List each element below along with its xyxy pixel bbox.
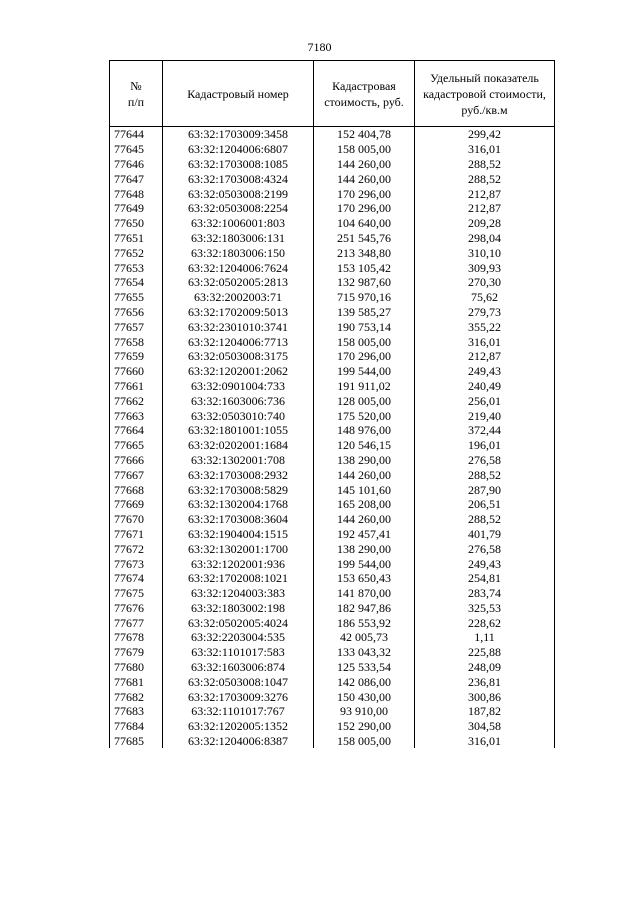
row-number-cell: 77665 [110,438,163,453]
row-number-cell: 77683 [110,704,163,719]
table-row [110,364,555,379]
cadastral-number-cell: 63:32:0503008:3175 [163,349,314,364]
table-row [110,527,555,542]
cadastral-value-cell: 251 545,76 [314,231,415,246]
row-number-cell: 77649 [110,201,163,216]
row-number-cell: 77674 [110,571,163,586]
cadastral-number-cell: 63:32:1702008:1021 [163,571,314,586]
specific-indicator-cell: 309,93 [415,260,555,275]
cadastral-number-cell: 63:32:1202001:2062 [163,364,314,379]
specific-indicator-cell: 209,28 [415,216,555,231]
header-row-number: № п/п [110,61,163,127]
row-number-cell: 77660 [110,364,163,379]
cadastral-number-cell: 63:32:1603006:736 [163,393,314,408]
cadastral-number-cell: 63:32:0503008:2199 [163,186,314,201]
cadastral-number-cell: 63:32:0503008:2254 [163,201,314,216]
table-row [110,393,555,408]
cadastral-number-cell: 63:32:0202001:1684 [163,438,314,453]
row-number-cell: 77668 [110,482,163,497]
table-row [110,142,555,157]
specific-indicator-cell: 299,42 [415,127,555,142]
row-number-cell: 77666 [110,453,163,468]
cadastral-number-cell: 63:32:1302001:1700 [163,541,314,556]
cadastral-value-cell: 144 260,00 [314,467,415,482]
specific-indicator-cell: 254,81 [415,571,555,586]
table-row [110,231,555,246]
cadastral-value-cell: 138 290,00 [314,453,415,468]
header-cadastral-value: Кадастровая стоимость, руб. [314,61,415,127]
cadastral-value-cell: 138 290,00 [314,541,415,556]
specific-indicator-cell: 288,52 [415,157,555,172]
cadastral-number-cell: 63:32:0502005:4024 [163,615,314,630]
cadastral-number-cell: 63:32:1703008:5829 [163,482,314,497]
specific-indicator-cell: 212,87 [415,186,555,201]
table-row [110,334,555,349]
row-number-cell: 77662 [110,393,163,408]
table-row [110,305,555,320]
row-number-cell: 77685 [110,734,163,749]
cadastral-value-table [109,60,555,748]
cadastral-number-cell: 63:32:1204006:6807 [163,142,314,157]
cadastral-value-cell: 153 105,42 [314,260,415,275]
row-number-cell: 77664 [110,423,163,438]
cadastral-value-cell: 182 947,86 [314,601,415,616]
cadastral-value-cell: 139 585,27 [314,305,415,320]
table-row [110,290,555,305]
cadastral-value-cell: 213 348,80 [314,245,415,260]
cadastral-number-cell: 63:32:1101017:583 [163,645,314,660]
cadastral-value-cell: 158 005,00 [314,142,415,157]
cadastral-value-cell: 175 520,00 [314,408,415,423]
specific-indicator-cell: 283,74 [415,586,555,601]
specific-indicator-cell: 270,30 [415,275,555,290]
cadastral-number-cell: 63:32:1204003:383 [163,586,314,601]
row-number-cell: 77651 [110,231,163,246]
specific-indicator-cell: 372,44 [415,423,555,438]
specific-indicator-cell: 304,58 [415,719,555,734]
cadastral-number-cell: 63:32:1302004:1768 [163,497,314,512]
specific-indicator-cell: 276,58 [415,541,555,556]
table-row [110,601,555,616]
cadastral-value-cell: 42 005,73 [314,630,415,645]
table-row [110,645,555,660]
specific-indicator-cell: 236,81 [415,674,555,689]
specific-indicator-cell: 325,53 [415,601,555,616]
table-header [110,61,555,127]
specific-indicator-cell: 206,51 [415,497,555,512]
cadastral-number-cell: 63:32:1202005:1352 [163,719,314,734]
cadastral-value-cell: 125 533,54 [314,660,415,675]
table-row [110,497,555,512]
table-row [110,704,555,719]
specific-indicator-cell: 316,01 [415,142,555,157]
row-number-cell: 77657 [110,319,163,334]
cadastral-value-cell: 199 544,00 [314,556,415,571]
table-row [110,245,555,260]
row-number-cell: 77655 [110,290,163,305]
table-row [110,541,555,556]
row-number-cell: 77673 [110,556,163,571]
specific-indicator-cell: 279,73 [415,305,555,320]
cadastral-value-cell: 158 005,00 [314,334,415,349]
cadastral-number-cell: 63:32:1803002:198 [163,601,314,616]
row-number-cell: 77661 [110,379,163,394]
row-number-cell: 77653 [110,260,163,275]
cadastral-number-cell: 63:32:1006001:803 [163,216,314,231]
table-row [110,438,555,453]
table-row [110,379,555,394]
specific-indicator-cell: 355,22 [415,319,555,334]
table-row [110,349,555,364]
specific-indicator-cell: 248,09 [415,660,555,675]
row-number-cell: 77644 [110,127,163,142]
cadastral-number-cell: 63:32:0901004:733 [163,379,314,394]
cadastral-value-cell: 93 910,00 [314,704,415,719]
row-number-cell: 77658 [110,334,163,349]
specific-indicator-cell: 316,01 [415,734,555,749]
cadastral-value-cell: 142 086,00 [314,674,415,689]
row-number-cell: 77646 [110,157,163,172]
cadastral-value-cell: 158 005,00 [314,734,415,749]
cadastral-value-cell: 199 544,00 [314,364,415,379]
table-row [110,512,555,527]
row-number-cell: 77677 [110,615,163,630]
table-row [110,734,555,749]
row-number-cell: 77659 [110,349,163,364]
cadastral-value-cell: 144 260,00 [314,157,415,172]
cadastral-value-cell: 170 296,00 [314,186,415,201]
table-row [110,201,555,216]
row-number-cell: 77678 [110,630,163,645]
cadastral-value-cell: 152 404,78 [314,127,415,142]
cadastral-value-cell: 186 553,92 [314,615,415,630]
header-cadastral-number: Кадастровый номер [163,61,314,127]
specific-indicator-cell: 240,49 [415,379,555,394]
cadastral-number-cell: 63:32:1703008:2932 [163,467,314,482]
cadastral-number-cell: 63:32:0502005:2813 [163,275,314,290]
specific-indicator-cell: 287,90 [415,482,555,497]
header-specific-indicator: Удельный показатель кадастровой стоимости, руб./кв.м [415,61,555,127]
cadastral-number-cell: 63:32:2301010:3741 [163,319,314,334]
specific-indicator-cell: 316,01 [415,334,555,349]
cadastral-number-cell: 63:32:1101017:767 [163,704,314,719]
table-row [110,719,555,734]
page-number: 7180 [307,40,332,54]
table-row [110,571,555,586]
row-number-cell: 77681 [110,674,163,689]
row-number-cell: 77648 [110,186,163,201]
cadastral-value-cell: 141 870,00 [314,586,415,601]
cadastral-number-cell: 63:32:1801001:1055 [163,423,314,438]
cadastral-number-cell: 63:32:1204006:8387 [163,734,314,749]
table-row [110,408,555,423]
row-number-cell: 77682 [110,689,163,704]
cadastral-number-cell: 63:32:1703009:3458 [163,127,314,142]
row-number-cell: 77676 [110,601,163,616]
specific-indicator-cell: 249,43 [415,364,555,379]
cadastral-value-cell: 128 005,00 [314,393,415,408]
cadastral-value-cell: 144 260,00 [314,512,415,527]
cadastral-number-cell: 63:32:1202001:936 [163,556,314,571]
table-row [110,260,555,275]
cadastral-value-cell: 190 753,14 [314,319,415,334]
cadastral-value-cell: 144 260,00 [314,171,415,186]
cadastral-number-cell: 63:32:1204006:7624 [163,260,314,275]
table-row [110,453,555,468]
table-row [110,586,555,601]
cadastral-number-cell: 63:32:1703008:4324 [163,171,314,186]
specific-indicator-cell: 1,11 [415,630,555,645]
specific-indicator-cell: 401,79 [415,527,555,542]
cadastral-number-cell: 63:32:1603006:874 [163,660,314,675]
row-number-cell: 77667 [110,467,163,482]
cadastral-value-cell: 133 043,32 [314,645,415,660]
cadastral-value-cell: 715 970,16 [314,290,415,305]
specific-indicator-cell: 256,01 [415,393,555,408]
row-number-cell: 77656 [110,305,163,320]
specific-indicator-cell: 288,52 [415,512,555,527]
cadastral-value-cell: 170 296,00 [314,201,415,216]
specific-indicator-cell: 288,52 [415,467,555,482]
row-number-cell: 77684 [110,719,163,734]
specific-indicator-cell: 187,82 [415,704,555,719]
cadastral-value-cell: 192 457,41 [314,527,415,542]
row-number-cell: 77680 [110,660,163,675]
table-row [110,171,555,186]
specific-indicator-cell: 225,88 [415,645,555,660]
cadastral-value-cell: 191 911,02 [314,379,415,394]
cadastral-number-cell: 63:32:1803006:131 [163,231,314,246]
specific-indicator-cell: 300,86 [415,689,555,704]
table-row [110,467,555,482]
cadastral-number-cell: 63:32:1702009:5013 [163,305,314,320]
row-number-cell: 77652 [110,245,163,260]
table-row [110,660,555,675]
table-row [110,482,555,497]
specific-indicator-cell: 276,58 [415,453,555,468]
specific-indicator-cell: 288,52 [415,171,555,186]
cadastral-value-cell: 104 640,00 [314,216,415,231]
cadastral-number-cell: 63:32:0503010:740 [163,408,314,423]
table-row [110,630,555,645]
table-body [110,127,555,749]
cadastral-number-cell: 63:32:1703008:1085 [163,157,314,172]
row-number-cell: 77663 [110,408,163,423]
cadastral-number-cell: 63:32:2203004:535 [163,630,314,645]
cadastral-number-cell: 63:32:1904004:1515 [163,527,314,542]
table-row [110,186,555,201]
row-number-cell: 77645 [110,142,163,157]
table-row [110,275,555,290]
table-row [110,674,555,689]
cadastral-value-cell: 148 976,00 [314,423,415,438]
cadastral-value-cell: 170 296,00 [314,349,415,364]
cadastral-number-cell: 63:32:1803006:150 [163,245,314,260]
row-number-cell: 77672 [110,541,163,556]
row-number-cell: 77670 [110,512,163,527]
specific-indicator-cell: 310,10 [415,245,555,260]
cadastral-value-cell: 145 101,60 [314,482,415,497]
specific-indicator-cell: 228,62 [415,615,555,630]
table-row [110,216,555,231]
cadastral-number-cell: 63:32:1703009:3276 [163,689,314,704]
cadastral-value-cell: 153 650,43 [314,571,415,586]
row-number-cell: 77647 [110,171,163,186]
cadastral-value-cell: 150 430,00 [314,689,415,704]
specific-indicator-cell: 298,04 [415,231,555,246]
specific-indicator-cell: 75,62 [415,290,555,305]
row-number-cell: 77671 [110,527,163,542]
specific-indicator-cell: 212,87 [415,349,555,364]
cadastral-value-cell: 152 290,00 [314,719,415,734]
table-row [110,319,555,334]
cadastral-value-cell: 165 208,00 [314,497,415,512]
table-row [110,127,555,142]
row-number-cell: 77679 [110,645,163,660]
cadastral-number-cell: 63:32:1302001:708 [163,453,314,468]
table-row [110,157,555,172]
row-number-cell: 77650 [110,216,163,231]
header-row [110,61,555,127]
row-number-cell: 77669 [110,497,163,512]
cadastral-number-cell: 63:32:1703008:3604 [163,512,314,527]
row-number-cell: 77654 [110,275,163,290]
specific-indicator-cell: 196,01 [415,438,555,453]
cadastral-number-cell: 63:32:0503008:1047 [163,674,314,689]
specific-indicator-cell: 212,87 [415,201,555,216]
cadastral-value-cell: 120 546,15 [314,438,415,453]
table-row [110,423,555,438]
table-row [110,689,555,704]
table-row [110,556,555,571]
table-row [110,615,555,630]
cadastral-number-cell: 63:32:2002003:71 [163,290,314,305]
row-number-cell: 77675 [110,586,163,601]
cadastral-number-cell: 63:32:1204006:7713 [163,334,314,349]
cadastral-value-cell: 132 987,60 [314,275,415,290]
specific-indicator-cell: 219,40 [415,408,555,423]
specific-indicator-cell: 249,43 [415,556,555,571]
